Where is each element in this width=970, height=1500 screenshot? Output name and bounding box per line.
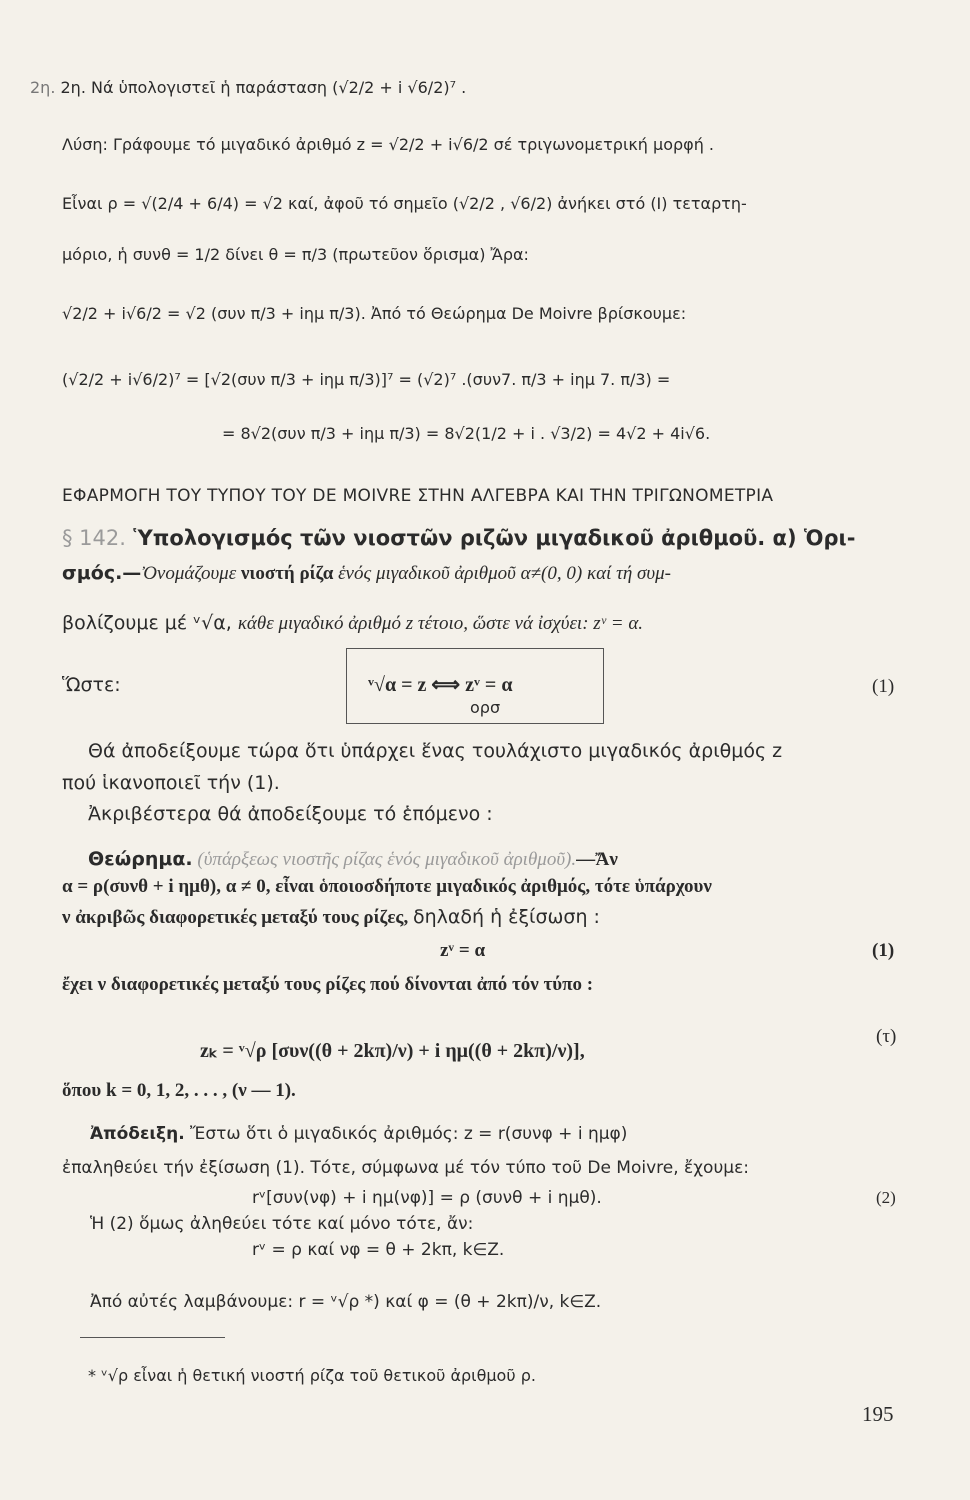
solution-line-3: μόριο, ἡ συνθ = 1/2 δίνει θ = π/3 (πρωτεῦον ὅρισμα) Ἄρα: bbox=[62, 245, 529, 264]
solution-line-4: √2/2 + i√6/2 = √2 (συν π/3 + iημ π/3). Ἀπό τό Θεώρημα De Moivre βρίσκουμε: bbox=[62, 304, 687, 323]
proof-text-1: Ἔστω ὅτι ὁ μιγαδικός ἀριθμός: z = r(συνφ + i ημφ) bbox=[184, 1124, 628, 1144]
proof-line-3-tag: (2) bbox=[876, 1188, 896, 1207]
def-bold-term: νιοστή ρίζα bbox=[236, 563, 339, 584]
footnote: * ᵛ√ρ εἶναι ἡ θετική νιοστή ρίζα τοῦ θετικοῦ ἀριθμοῦ ρ. bbox=[88, 1366, 536, 1385]
def-italic-1: Ὀνομάζουμε bbox=[141, 563, 237, 584]
equation-zv-tag: (1) bbox=[872, 940, 895, 961]
k-range: ὅπου k = 0, 1, 2, . . . , (ν — 1). bbox=[62, 1080, 296, 1101]
paragraph-1: Θά ἀποδείξουμε τώρα ὅτι ὑπάρχει ἕνας τουλάχιστο μιγαδικός ἀριθμός z bbox=[88, 740, 783, 762]
section-number: § 142. bbox=[62, 526, 126, 550]
equation-zv: zᵛ = α bbox=[440, 940, 486, 961]
equation-tag-1: (1) bbox=[872, 676, 895, 697]
definition-line-2 bbox=[62, 612, 643, 635]
formula-zk-tag: (τ) bbox=[876, 1026, 897, 1047]
solution-line-6: = 8√2(συν π/3 + iημ π/3) = 8√2(1/2 + i . √3/2) = 4√2 + 4i√6. bbox=[222, 424, 711, 443]
section-title: Ὑπολογισμός τῶν νιοστῶν ριζῶν μιγαδικοῦ ἀριθμοῦ. α) Ὁρι- bbox=[133, 526, 856, 550]
proof-line-1 bbox=[90, 1124, 627, 1144]
def2-italic: κάθε μιγαδικό ἀριθμό z τέτοιο, ὥστε νά ἰσχύει: zᵛ = α. bbox=[237, 613, 644, 634]
theorem-label: Θεώρημα. bbox=[88, 848, 193, 870]
solution-line-1: Λύση: Γράφουμε τό μιγαδικό ἀριθμό z = √2/2 + i√6/2 σέ τριγωνομετρική μορφή . bbox=[62, 135, 715, 154]
solution-line-2: Εἶναι ρ = √(2/4 + 6/4) = √2 καί, ἀφοῦ τό σημεῖο (√2/2 , √6/2) ἀνήκει στό (I) τεταρτη- bbox=[62, 194, 747, 213]
section-heading: ΕΦΑΡΜΟΓΗ ΤΟΥ ΤΥΠΟΥ ΤΟΥ DE MOIVRE ΣΤΗΝ ΑΛΓΕΒΡΑ ΚΑΙ ΤΗΝ ΤΡΙΓΩΝΟΜΕΤΡΙΑ bbox=[62, 486, 774, 506]
theorem-line-2: α = ρ(συνθ + i ημθ), α ≠ 0, εἶναι ὁποιοσδήποτε μιγαδικός ἀριθμός, τότε ὑπάρχουν bbox=[62, 876, 712, 897]
theorem-line-4: ἔχει ν διαφορετικές μεταξύ τους ρίζες πού δίνονται ἀπό τόν τύπο : bbox=[62, 974, 594, 995]
exercise-text: 2η. Νά ὑπολογιστεῖ ἡ παράσταση (√2/2 + i √6/2)⁷ . bbox=[60, 78, 467, 97]
proof-line-4: Ἡ (2) ὅμως ἀληθεύει τότε καί μόνο τότε, ἄν: bbox=[90, 1214, 474, 1234]
box-subscript: ορσ bbox=[470, 698, 501, 717]
def2-start: βολίζουμε μέ ᵛ√α, bbox=[62, 612, 238, 634]
paragraph-2: πού ἱκανοποιεῖ τήν (1). bbox=[62, 772, 280, 794]
def-italic-2: ἑνός μιγαδικοῦ ἀριθμοῦ bbox=[338, 563, 516, 584]
paragraph-3: Ἀκριβέστερα θά ἀποδείξουμε τό ἑπόμενο : bbox=[88, 803, 493, 825]
definition-label: σμός.— bbox=[62, 562, 142, 584]
theorem-bold-part: ν ἀκριβῶς διαφορετικές μεταξύ τους ρίζες, bbox=[62, 907, 413, 928]
page-number: 195 bbox=[862, 1402, 894, 1426]
proof-line-2: ἐπαληθεύει τήν ἐξίσωση (1). Τότε, σύμφωνα μέ τόν τύπο τοῦ De Moivre, ἔχουμε: bbox=[62, 1158, 750, 1178]
def-tail: α≠(0, 0) καί τή συμ- bbox=[515, 563, 671, 584]
solution-line-5: (√2/2 + i√6/2)⁷ = [√2(συν π/3 + iημ π/3)]⁷ = (√2)⁷ .(συν7. π/3 + iημ 7. π/3) = bbox=[62, 370, 671, 389]
theorem-line-1 bbox=[88, 848, 618, 871]
theorem-line-3 bbox=[62, 906, 600, 929]
theorem-italic: (ὑπάρξεως νιοστῆς ρίζας ἑνός μιγαδικοῦ ἀριθμοῦ). bbox=[192, 849, 577, 870]
proof-line-6: Ἀπό αὐτές λαμβάνουμε: r = ᵛ√ρ *) καί φ = (θ + 2kπ)/ν, k∈Z. bbox=[90, 1292, 602, 1312]
exercise-line: 2η. 2η. Νά ὑπολογιστεῖ ἡ παράσταση (√2/2 + i √6/2)⁷ . bbox=[30, 78, 467, 97]
proof-label: Ἀπόδειξη. bbox=[90, 1124, 185, 1144]
formula-zk: zₖ = ᵛ√ρ [συν((θ + 2kπ)/ν) + i ημ((θ + 2kπ)/ν)], bbox=[200, 1040, 585, 1062]
theorem-an: —Ἄν bbox=[576, 849, 618, 870]
theorem-plain-part: δηλαδή ἡ ἐξίσωση : bbox=[412, 906, 600, 928]
footnote-rule bbox=[80, 1337, 225, 1338]
proof-line-3: rᵛ[συν(νφ) + i ημ(νφ)] = ρ (συνθ + i ημθ). bbox=[252, 1188, 602, 1208]
definition-line-1 bbox=[62, 562, 671, 585]
box-formula: ᵛ√α = z ⟺ zᵛ = α bbox=[368, 674, 513, 696]
proof-line-5: rᵛ = ρ καί νφ = θ + 2kπ, k∈Z. bbox=[252, 1240, 505, 1260]
paragraph-142-title bbox=[62, 526, 855, 550]
oste-label: Ὥστε: bbox=[62, 674, 121, 696]
